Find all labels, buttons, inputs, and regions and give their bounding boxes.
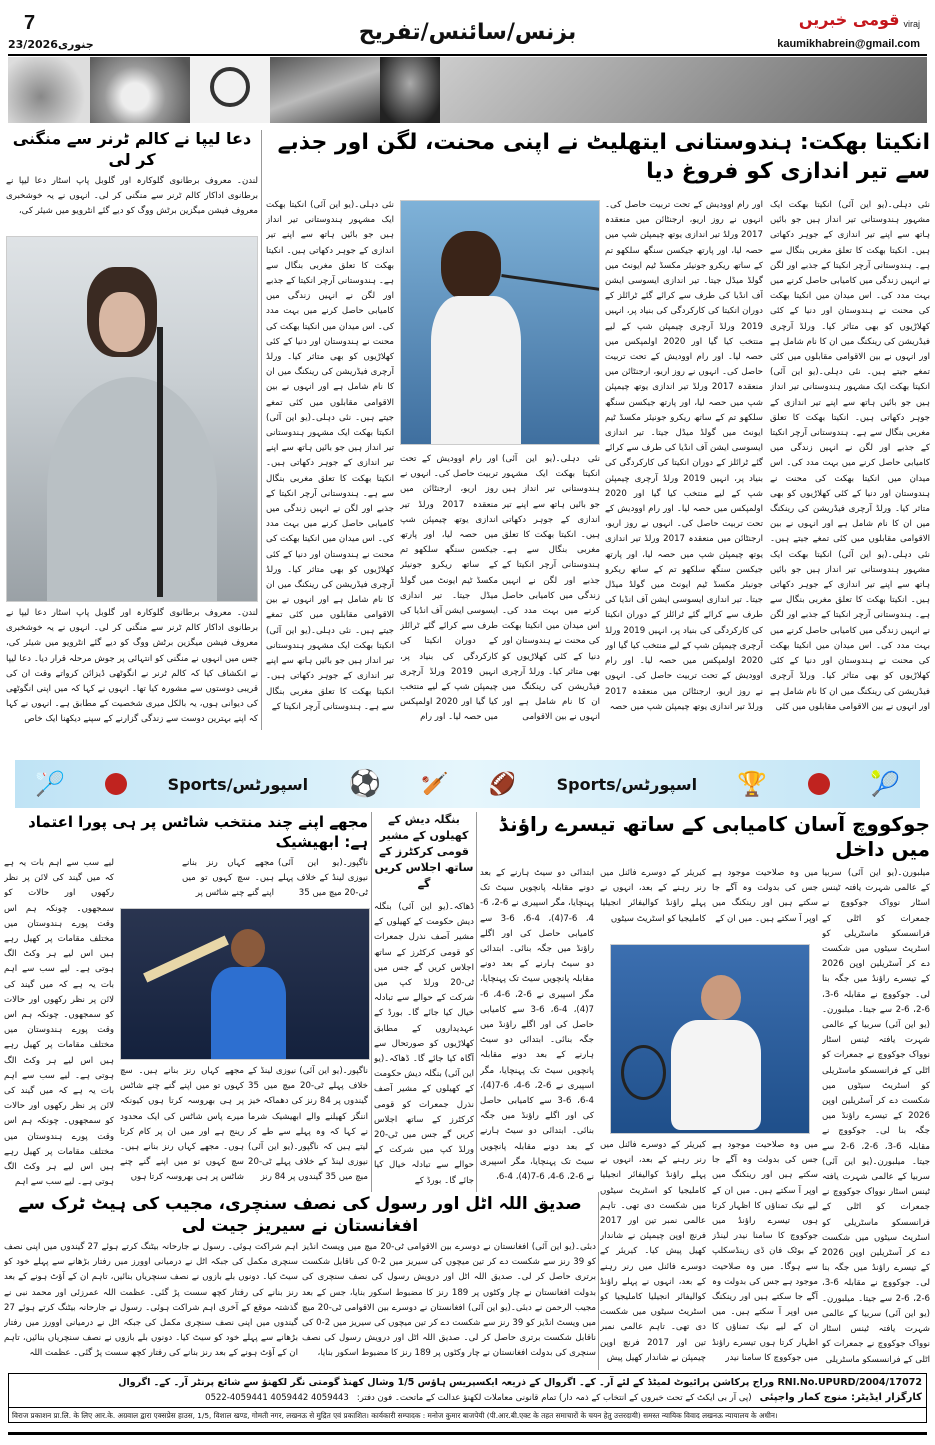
logo-mark: viraj [903,19,920,29]
djokovic-body-col4: ابتدائی دو سیٹ ہارنے کے بعد دونے مقابلہ پانچویں سیٹ تک پہنچایا، مگر اسپیری نے 6-2، 6-4، 6-7(4)، 4-6، 6-3 سے کامیابی حاصل کی اور اگلے راؤنڈ میں جگہ بنائی۔ ابتدائی دو سیٹ ہارنے کے بعد دونے مقابلہ پانچویں سیٹ تک پہنچایا، مگر اسپیری نے 6-2، 6-4، 6-7(4)، 4-6، 6-3 سے کامیابی حاصل کی اور اگلے راؤنڈ میں جگہ بنائی۔ ابتدائی دو سیٹ ہارنے کے بعد دونے مقابلہ پانچویں سیٹ تک پہنچایا، مگر اسپیری نے 6-2، 6-4، 6-7(4)، 4-6، 6-3 سے کامیابی حاصل کی اور اگلے راؤنڈ میں جگہ بنائی۔ ابتدائی دو سیٹ ہارنے کے بعد دونے مقابلہ پانچویں سیٹ تک پہنچایا، مگر اسپیری نے 6-2، 6-4، 6-7(4)، 4-6، [480,868,594,1183]
issue-date: 23/جنوری2026 [8,38,94,51]
trophy-icon: 🏆 [737,770,768,798]
header-rule [8,54,927,56]
abhishek-headline: مجھے اپنے چند منتخب شاٹس پر ہی پورا اعتماد ہے: ابھیشیک [28,813,368,851]
header-image-strip [8,57,927,123]
ankita-body-col1: نئی دہلی۔(یو این آئی) انکیتا بھکت ایک مشہور ہندوستانی تیر انداز ہیں جو بائیں ہاتھ سے اپنے تیر اندازی کے جوہر دکھاتی ہیں۔ انکیتا بھکت کا تعلق مغربی بنگال سے ہے۔ ہندوستانی آرچر انکیتا کے جذبے اور لگن نے انہیں زندگی میں کامیابی حاصل کرنے میں بہت مدد کی۔ اس میدان میں انکیتا بھکت کی محنت نے ہندوستان اور دنیا کے کئی کھلاڑیوں کو بھی متاثر کیا۔ ورلڈ آرچری فیڈریشن کی رینکنگ میں ان کا نام شامل ہے اور انہوں نے بین الاقوامی مقابلوں میں کئی تمغے جیتے ہیں۔ نئی دہلی۔(یو این آئی) انکیتا بھکت ایک مشہور ہندوستانی تیر انداز ہیں جو بائیں ہاتھ سے اپنے تیر اندازی کے جوہر دکھاتی ہیں۔ انکیتا بھکت کا تعلق مغربی بنگال سے ہے۔ ہندوستانی آرچر انکیتا کے جذبے اور لگن نے انہیں زندگی میں کامیابی حاصل کرنے میں بہت مدد کی۔ اس میدان میں انکیتا بھکت کی محنت نے ہندوستان اور دنیا کے کئی کھلاڑیوں کو بھی متاثر کیا۔ ورلڈ آرچری فیڈریشن کی رینکنگ میں ان کا نام شامل ہے اور انہوں نے بین الاقوامی مقابلوں میں کئی تمغے جیتے ہیں۔ نئی دہلی۔(یو این آئی) انکیتا بھکت ایک مشہور ہندوستانی تیر انداز ہیں جو بائیں ہاتھ سے اپنے تیر اندازی کے جوہر دکھاتی ہیں۔ انکیتا بھکت کا تعلق مغربی بنگال سے ہے۔ ہندوستانی آرچر انکیتا کے جذبے اور لگن نے انہیں زندگی میں کامیابی حاصل کرنے میں بہت مدد کی۔ اس میدان میں انکیتا بھکت کی محنت نے ہندوستان اور دنیا کے کئی کھلاڑیوں کو بھی متاثر کیا۔ ورلڈ آرچری فیڈریشن کی رینکنگ میں ان کا نام شامل ہے اور انہوں نے بین الاقوامی مقابلوں میں کئی [770,200,930,712]
film-reel-image [270,57,380,123]
email[interactable]: kaumikhabrein@gmail.com [777,38,920,50]
djokovic-body-col2: میں وہ صلاحیت موجود ہے جس کی بدولت وہ آگے جا سکتے ہیں اور رینکنگ میں اوپر آ سکتے ہیں۔ میں ان کے [712,868,818,924]
djokovic-body-col2-cont: میں وہ صلاحیت موجود ہے جس کی بدولت وہ آگے جا سکتے ہیں اور رینکنگ میں اوپر آ سکتے ہیں۔ میں ان کے لیے نیک تمناؤں کا اظہار کرتا ہوں تیسرے راؤنڈ میں جوکووچ کا سامنا نیدر لینڈز کے بوٹک فان ڈی زینڈسکلپ سے ہوگا۔ میں وہ صلاحیت موجود ہے جس کی بدولت وہ آگے جا سکتے ہیں اور رینکنگ میں اوپر آ سکتے ہیں۔ میں ان کے لیے نیک تمناؤں کا اظہار کرتا ہوں تیسرے راؤنڈ میں جوکووچ کا سامنا نیدر [712,1140,818,1363]
ankita-body-col3: نئی دہلی۔(یو این آئی) انکیتا بھکت ایک مشہور ہندوستانی تیر انداز ہیں جو بائیں ہاتھ سے اپنے تیر اندازی کے جوہر دکھاتی ہیں۔ انکیتا بھکت کا تعلق مغربی بنگال سے ہے۔ ہندوستانی آرچر انکیتا کے جذبے اور لگن نے انہیں زندگی میں کامیابی حاصل کرنے میں بہت مدد کی۔ اس میدان میں انکیتا بھکت کی محنت نے ہندوستان اور دنیا کے کئی کھلاڑیوں کو بھی متاثر کیا۔ ورلڈ آرچری فیڈریشن کی رینکنگ میں ان کا نام شامل ہے اور انہوں نے بین الاقوامی [502,454,600,723]
logo [799,10,920,29]
afghanistan-body-col1: دبئی۔(یو این آئی) افغانستان نے دوسرے بین الاقوامی ٹی-20 میچ میں ویسٹ انڈیز کو 39 رنز سے شکست دے کر تین میچوں کی سیریز میں 2-0 کی ناقابل شکست برتری حاصل کر لی۔ صدیق اللہ اٹل اور درویش رسول کی نصف سنچری کی بدولت افغانستان نے چار وکٹوں پر 189 رنز کا مضبوط اسکور بنایا، جس کے بعد مجیب الرحمن نے دبئی۔(یو این آئی) افغانستان نے دوسرے بین الاقوامی ٹی-20 میچ میں ویسٹ انڈیز کو 39 رنز سے شکست دے کر تین میچوں کی سیریز میں 2-0 کی ناقابل شکست برتری حاصل کر لی۔ صدیق اللہ اٹل اور درویش رسول کی نصف سنچری کی بدولت افغانستان نے چار وکٹوں پر 189 رنز کا مضبوط اسکور بنایا، [302,1242,596,1359]
anatomy-image [380,57,440,123]
djokovic-body-col1: میلبورن۔(یو این آئی) سربیا کے عالمی شہرت یافتہ ٹینس اسٹار نوواک جوکووچ نے جمعرات کو اٹلی کے فرانسسکو ماسٹریلی کو اسٹریٹ سیٹوں میں شکست دے کر آسٹریلین اوپن 2026 کے تیسرے راؤنڈ میں جگہ بنا لی۔ جوکووچ نے مقابلہ 6-3، 6-2، 6-2 سے جیتا۔ میلبورن۔(یو این آئی) سربیا کے عالمی شہرت یافتہ ٹینس اسٹار نوواک جوکووچ نے جمعرات کو اٹلی کے فرانسسکو ماسٹریلی کو اسٹریٹ سیٹوں میں شکست دے کر آسٹریلین اوپن 2026 کے تیسرے راؤنڈ میں جگہ بنا لی۔ جوکووچ نے مقابلہ 6-3، 6-2، 6-2 سے جیتا۔ میلبورن۔(یو این آئی) سربیا کے عالمی شہرت یافتہ ٹینس اسٹار نوواک جوکووچ نے جمعرات کو اٹلی کے فرانسسکو ماسٹریلی کو اسٹریٹ سیٹوں میں شکست دے کر آسٹریلین اوپن 2026 کے تیسرے راؤنڈ میں جگہ بنا لی۔ جوکووچ نے مقابلہ 6-3، 6-2، 6-2 سے جیتا۔ میلبورن۔(یو این آئی) سربیا کے عالمی شہرت یافتہ ٹینس اسٹار نوواک جوکووچ نے جمعرات کو اٹلی کے فرانسسکو ماسٹریلی [822,868,930,1365]
abhishek-body-col3: لیے سب سے اہم بات یہ ہے کہ میں گیند کی لائن پر نظر رکھوں اور حالات کو سمجھوں۔ چونکہ ہم اس وقت پورے ہندوستان میں مختلف مقامات پر کھیل رہے ہیں اس لیے ہر وکٹ الگ ہوتی ہے۔ لیے سب سے اہم بات یہ ہے کہ میں گیند کی لائن پر نظر رکھوں اور حالات کو سمجھوں۔ چونکہ ہم اس وقت پورے ہندوستان میں مختلف مقامات پر کھیل رہے ہیں اس لیے ہر وکٹ الگ ہوتی ہے۔ لیے سب سے اہم بات یہ ہے کہ میں گیند کی لائن پر نظر رکھوں اور حالات کو سمجھوں۔ چونکہ ہم اس وقت پورے ہندوستان میں مختلف مقامات پر کھیل رہے ہیں اس لیے ہر وکٹ الگ ہوتی ہے۔ لیے سب سے اہم [4,858,114,1188]
djokovic-headline: جوکووچ آسان کامیابی کے ساتھ تیسرے راؤنڈ میں داخل [498,812,930,861]
football-icon: ⚽ [348,769,381,799]
column-divider [371,812,372,1192]
djokovic-body-col3: کیریئر کے دوسرے فائنل میں رنر رہنے کے بعد، انہوں نے پہلے راؤنڈ کوالیفائر انجیلیا کاملیجیا کو اسٹریٹ سیٹوں [600,868,706,924]
bow-icon [501,274,600,291]
page-number: 7 [24,12,36,34]
section-title: بزنس/سائنس/تفریح [358,20,577,45]
herbs-image [8,57,90,123]
imprint-box [8,1373,927,1423]
column-divider [261,130,262,730]
batsman-icon: 🏏 [421,771,449,797]
abhishek-body-col2-cont: مجھے کہاں رنز بنانے ہیں۔ سچ کہوں تو میں اپنے گنے چنے شاٹس پر ہی بھروسہ کرتا ہوں کیونکہ میرے پاس شاٹس کی ایک محدود رینج ہے اور میں ان پر کام کرتا ہوں۔ مجھے کہاں رنز بنانے ہیں۔ سچ کہوں تو میں اپنے گنے چنے شاٹس پر ہی بھروسہ کرتا ہوں [120,1066,244,1183]
logo-text: قومی خبریں [798,10,900,29]
stethoscope-image [190,57,270,123]
microphone-icon [157,327,163,597]
tennis-racket-icon [621,1045,666,1100]
abhishek-body-col1: ناگپور۔(یو این آئی) نیوزی لینڈ کے خلاف پہلے ٹی-20 میچ میں 35 [278,858,368,899]
cricket-ball-icon [105,773,127,795]
editor-credit: کارگزار ایڈیٹر: منوج کمار واجپئی [759,1392,922,1403]
abhishek-body-col2: مجھے کہاں رنز بنانے ہیں۔ سچ کہوں تو میں اپنے گنے چنے شاٹس پر [182,858,274,899]
dua-lipa-headline: دعا لیپا نے کالم ٹرنر سے منگنی کر لی [12,129,252,169]
stock-chart-image [440,57,927,123]
sports-banner [15,760,920,808]
shuttlecock-icon: 🏸 [35,770,66,798]
abhishek-body-col1-cont: ناگپور۔(یو این آئی) نیوزی لینڈ کے خلاف پہلے ٹی-20 میچ میں 35 گیندوں پر 84 رنز کی دھماکہ خیز اننگز کھیلنے والے ابھیشیک شرما نے کہا کہ وہ پہلے سے طے کر لیتے ہیں کہ ناگپور۔(یو این آئی) نیوزی لینڈ کے خلاف پہلے ٹی-20 میچ میں 35 گیندوں پر 84 رنز [248,1066,368,1183]
bottom-rule [8,1432,927,1435]
globes-image [90,57,190,123]
phone-numbers: 0522-4059441 4059442 4059443 [205,1393,349,1403]
imprint-line-1: RNI.No.UPURD/2004/17072 وراج پرکاشن پرائیوٹ لمیٹڈ کے لئے آر۔ کے۔ اگروال کے ذریعہ ایکسپریس ہاؤس 1/5 وشال کھنڈ گومتی نگر لکھنؤ سے شائع پرنٹر آر۔ کے۔ اگروال [118,1377,922,1388]
column-divider [476,812,477,1192]
djokovic-body-col3-cont: کیریئر کے دوسرے فائنل میں رنر رہنے کے بعد، انہوں نے پہلے راؤنڈ کوالیفائر انجیلیا کاملیجیا کو اسٹریٹ سیٹوں میں شکست دی تھی۔ تاہم عالمی نمبر تین اور 2017 فرنچ اوپن چیمپئن نے شاندار کھیل پیش کیا۔ کیریئر کے دوسرے فائنل میں رنر رہنے کے بعد، انہوں نے پہلے راؤنڈ کوالیفائر انجیلیا کاملیجیا کو اسٹریٹ سیٹوں میں شکست دی تھی۔ تاہم عالمی نمبر تین اور 2017 فرنچ اوپن چیمپئن نے شاندار کھیل پیش [600,1140,706,1363]
column-divider [598,1192,599,1370]
tennis-rackets-icon: 🎾 [869,770,900,798]
sports-label: اسپورٹس/Sports [167,774,309,794]
rugby-ball-icon: 🏈 [488,771,517,797]
ankita-body-col2: اور رام اوودیش کے تحت تربیت حاصل کی۔ انہوں نے روز اریو، ارجنٹائن میں منعقدہ 2017 ورلڈ تیر اندازی یوتھ چیمپئن شپ میں حصہ لیا، اور پارتھ جیکسن سنگھ سلکھو تم کے ساتھ ریکرو جونیئر مکسڈ ٹیم ایونٹ میں گولڈ میڈل جیتا۔ تیر اندازی ایسوسی ایشن آف انڈیا کی طرف سے کرائے گئے ٹرائلز کے دوران انکیتا کی کارکردگی کی بنیاد پر، انہیں 2019 ورلڈ آرچری چیمپئن شپ کے لیے منتخب کیا گیا اور 2020 اولمپکس میں حصہ لیا۔ اور رام اوودیش کے تحت تربیت حاصل کی۔ انہوں نے روز اریو، ارجنٹائن میں منعقدہ 2017 ورلڈ تیر اندازی یوتھ چیمپئن شپ میں حصہ لیا، اور پارتھ جیکسن سنگھ سلکھو تم کے ساتھ ریکرو جونیئر مکسڈ ٹیم ایونٹ میں گولڈ میڈل جیتا۔ تیر اندازی ایسوسی ایشن آف انڈیا کی طرف سے کرائے گئے ٹرائلز کے دوران انکیتا کی کارکردگی کی بنیاد پر، انہیں 2019 ورلڈ آرچری چیمپئن شپ کے لیے منتخب کیا گیا اور 2020 اولمپکس میں حصہ لیا۔ اور رام اوودیش کے تحت تربیت حاصل کی۔ انہوں نے روز اریو، ارجنٹائن میں منعقدہ 2017 ورلڈ تیر اندازی یوتھ چیمپئن شپ میں حصہ لیا، اور پارتھ جیکسن سنگھ سلکھو تم کے ساتھ ریکرو جونیئر مکسڈ ٹیم ایونٹ میں گولڈ میڈل جیتا۔ تیر اندازی ایسوسی ایشن آف انڈیا کی طرف سے کرائے گئے ٹرائلز کے دوران انکیتا کی کارکردگی کی بنیاد پر، انہیں 2019 ورلڈ آرچری چیمپئن شپ کے لیے منتخب کیا گیا اور 2020 اولمپکس میں حصہ لیا۔ اور رام اوودیش کے تحت تربیت حاصل کی۔ انہوں نے روز اریو، ارجنٹائن میں منعقدہ 2017 ورلڈ تیر اندازی یوتھ چیمپئن شپ میں حصہ [605,200,763,712]
legal-note: (پی آر بی ایکٹ کے تحت خبروں کے انتخاب کے ذمہ دار) تمام قانونی معاملات لکھنؤ عدالت کے ماتحت۔ فون دفتر: [356,1393,752,1403]
sports-label: اسپورٹس/Sports [556,774,698,794]
ankita-archery-photo [400,200,600,445]
imprint-line-hindi: विराज प्रकाशन प्रा.लि. के लिए आर.के. अग्रवाल द्वारा एक्सप्रेस हाउस, 1/5, विशाल खण्ड, गोमती नगर, लखनऊ से मुद्रित एवं प्रकाशित। कार्यकारी सम्पादक : मनोज कुमार बाजपेयी (पी.आर.बी.एक्ट के तहत समाचारों के चयन हेतु उत्तरदायी) समस्त न्यायिक विवाद लखनऊ न्यायालय के अधीन। [9,1407,926,1423]
bangladesh-body: ڈھاکہ۔(یو این آئی) بنگلہ دیش حکومت کے کھیلوں کے مشیر آصف نذرل جمعرات کو قومی کرکٹرز کے ساتھ اجلاس کریں گے جس میں ٹی-20 ورلڈ کپ میں شرکت کے حوالے سے تبادلہ خیال کیا جائے گا۔ بورڈ کے عہدیداروں کے مطابق کھلاڑیوں کو صورتحال سے آگاہ کیا جائے گا۔ ڈھاکہ۔(یو این آئی) بنگلہ دیش حکومت کے کھیلوں کے مشیر آصف نذرل جمعرات کو قومی کرکٹرز کے ساتھ اجلاس کریں گے جس میں ٹی-20 ورلڈ کپ میں شرکت کے حوالے سے تبادلہ خیال کیا جائے گا۔ بورڈ کے [374,902,474,1186]
bangladesh-headline: بنگلہ دیش کے کھیلوں کے مشیر قومی کرکٹرز کے ساتھ اجلاس کریں گے [374,813,474,890]
djokovic-photo [610,944,810,1134]
ankita-body-col4: اور رام اوودیش کے تحت تربیت حاصل کی۔ انہوں نے روز اریو، ارجنٹائن میں منعقدہ 2017 ورلڈ تیر اندازی یوتھ چیمپئن شپ میں حصہ لیا، اور پارتھ جیکسن سنگھ سلکھو تم کے ساتھ ریکرو جونیئر مکسڈ ٹیم ایونٹ میں گولڈ میڈل جیتا۔ تیر اندازی ایسوسی ایشن آف انڈیا کی طرف سے کرائے گئے ٹرائلز کے دوران انکیتا کی کارکردگی کی بنیاد پر، انہیں 2019 ورلڈ آرچری چیمپئن شپ کے لیے منتخب کیا گیا اور 2020 اولمپکس میں حصہ لیا۔ اور رام [400,454,498,723]
abhishek-photo [120,908,370,1060]
dua-lipa-body-top: لندن۔ معروف برطانوی گلوکارہ اور گلوبل پاپ اسٹار دعا لیپا نے برطانوی اداکار کالم ٹرنر سے منگنی کر لی۔ انہوں نے یہ خوشخبری معروف فیشن میگزین برٹش ووگ کو دیے گئے انٹرویو میں شیئر کی، [6,176,258,217]
cricket-ball-icon [808,773,830,795]
dua-lipa-photo [6,236,258,602]
afghanistan-body-col2: اہم شراکت ہوئی۔ رسول نے جارحانہ بیٹنگ کرتے ہوئے 27 گیندوں میں اپنی نصف سنچری مکمل کی جبکہ اٹل نے درمیانی اوورز میں رفتار بڑھانے سے پہلے خود کو سیٹ کیا۔ دونوں بلے بازوں نے نصف سنچریاں بنائیں، تاہم ان کے آؤٹ ہونے کے بعد رنز بنانے کی رفتار کچھ سست پڑ گئی۔ عظمت اللہ عمرزئی اور محمد نبی نے گذشتہ موقع کے آخری اہم شراکت ہوئی۔ رسول نے جارحانہ بیٹنگ کرتے ہوئے 27 گیندوں میں اپنی نصف سنچری مکمل کی جبکہ اٹل نے درمیانی اوورز میں رفتار بڑھانے سے پہلے خود کو سیٹ کیا۔ دونوں بلے بازوں نے نصف سنچریاں بنائیں، تاہم ان کے آؤٹ ہونے کے بعد رنز بنانے کی رفتار کچھ سست پڑ گئی۔ عظمت اللہ [4,1242,298,1359]
afghanistan-headline: صدیق اللہ اٹل اور رسول کی نصف سنچری، مجیب کی ہیٹ ٹرک سے افغانستان نے سیریز جیت لی [18,1194,582,1236]
ankita-headline: انکیتا بھکت: ہندوستانی ایتھلیٹ نے اپنی محنت، لگن اور جذبے سے تیر اندازی کو فروغ دیا [277,130,930,184]
ankita-body-col5: نئی دہلی۔(یو این آئی) انکیتا بھکت ایک مشہور ہندوستانی تیر انداز ہیں جو بائیں ہاتھ سے اپنے تیر اندازی کے جوہر دکھاتی ہیں۔ انکیتا بھکت کا تعلق مغربی بنگال سے ہے۔ ہندوستانی آرچر انکیتا کے جذبے اور لگن نے انہیں زندگی میں کامیابی حاصل کرنے میں بہت مدد کی۔ اس میدان میں انکیتا بھکت کی محنت نے ہندوستان اور دنیا کے کئی کھلاڑیوں کو بھی متاثر کیا۔ ورلڈ آرچری فیڈریشن کی رینکنگ میں ان کا نام شامل ہے اور انہوں نے بین الاقوامی مقابلوں میں کئی تمغے جیتے ہیں۔ نئی دہلی۔(یو این آئی) انکیتا بھکت ایک مشہور ہندوستانی تیر انداز ہیں جو بائیں ہاتھ سے اپنے تیر اندازی کے جوہر دکھاتی ہیں۔ انکیتا بھکت کا تعلق مغربی بنگال سے ہے۔ ہندوستانی آرچر انکیتا کے جذبے اور لگن نے انہیں زندگی میں کامیابی حاصل کرنے میں بہت مدد کی۔ اس میدان میں انکیتا بھکت کی محنت نے ہندوستان اور دنیا کے کئی کھلاڑیوں کو بھی متاثر کیا۔ ورلڈ آرچری فیڈریشن کی رینکنگ میں ان کا نام شامل ہے اور انہوں نے بین الاقوامی مقابلوں میں کئی تمغے جیتے ہیں۔ نئی دہلی۔(یو این آئی) انکیتا بھکت ایک مشہور ہندوستانی تیر انداز ہیں جو بائیں ہاتھ سے اپنے تیر اندازی کے جوہر دکھاتی ہیں۔ انکیتا بھکت کا تعلق مغربی بنگال سے ہے۔ ہندوستانی آرچر انکیتا کے [266,200,394,712]
dua-lipa-body-bottom: لندن۔ معروف برطانوی گلوکارہ اور گلوبل پاپ اسٹار دعا لیپا نے برطانوی اداکار کالم ٹرنر سے منگنی کر لی۔ انہوں نے یہ خوشخبری معروف فیشن میگزین برٹش ووگ کو دیے گئے انٹرویو میں شیئر کی، جس میں انہوں نے منگنی کو انتہائی پر جوش مرحلہ قرار دیا۔ دعا لیپا نے انکشاف کیا کہ کالم ٹرنر نے انگوٹھی ڈیزائن کرواتے وقت ان کی قریبی دوستوں سے مشورہ کیا تھا۔ انہوں نے کہا کہ میں اپنی انگوٹھی کی دیوانی ہوں، یہ بالکل میری شخصیت کے مطابق ہے۔ انہوں نے کہا کہ اپنے بہترین دوست سے زندگی گزارنے کے سپنے دیکھنا ایک خاص [6,608,258,725]
